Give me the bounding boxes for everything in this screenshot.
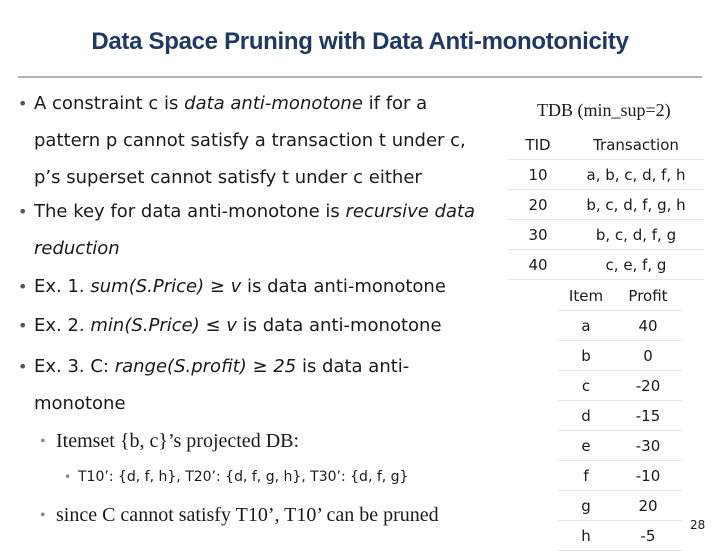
bullet-data-anti-monotone-definition xyxy=(18,85,504,196)
table-row xyxy=(558,311,682,341)
slide-title: Data Space Pruning with Data Anti-monotonicity xyxy=(91,28,629,55)
header-cell: Transaction xyxy=(568,130,704,160)
bullet-line xyxy=(34,193,514,230)
sub-bullet-pruned xyxy=(40,497,439,534)
bullet-line xyxy=(34,230,514,267)
text-run: is data anti-monotone xyxy=(236,315,442,336)
emphasis-text: recursive data xyxy=(345,201,476,222)
table-row xyxy=(558,371,682,401)
profit-cell: -5 xyxy=(614,521,682,551)
table-row xyxy=(558,491,682,521)
table-header-row xyxy=(558,281,682,311)
tdb-table xyxy=(508,130,704,280)
bullet-dot: • xyxy=(64,470,72,484)
table-row xyxy=(508,190,704,220)
text-run: if for a xyxy=(362,93,428,114)
table-header-row xyxy=(508,130,704,160)
bullet-line: p’s superset cannot satisfy t under c either xyxy=(34,167,422,188)
emphasis-text: data anti-monotone xyxy=(184,93,363,114)
tid-cell: 10 xyxy=(508,160,568,190)
emphasis-text: reduction xyxy=(34,238,120,259)
page-number: 28 xyxy=(690,518,706,532)
bullet-line: pattern p cannot satisfy a transaction t under c, xyxy=(34,130,466,151)
bullet-dot: • xyxy=(18,94,28,113)
bullet-dot: • xyxy=(18,357,28,376)
bullet-line: monotone xyxy=(34,393,126,414)
tid-cell: 30 xyxy=(508,220,568,250)
table-row xyxy=(558,521,682,551)
text-run: A constraint c is xyxy=(34,93,185,114)
header-cell: TID xyxy=(508,130,568,160)
table-row xyxy=(508,160,704,190)
bullet-line xyxy=(34,85,504,122)
item-profit-table xyxy=(558,281,682,551)
text-run: Itemset {b, c}’s projected DB: xyxy=(56,430,300,452)
item-cell: h xyxy=(558,521,614,551)
bullet-dot: • xyxy=(18,202,28,221)
table-row xyxy=(558,401,682,431)
sub-sub-bullet-projections xyxy=(64,467,409,487)
text-run: Ex. 2. xyxy=(34,315,91,336)
title-divider xyxy=(18,76,702,78)
table-row xyxy=(558,461,682,491)
formula-text: range(S.profit) ≥ 25 xyxy=(114,356,297,377)
bullet-line xyxy=(34,348,474,385)
bullet-dot: • xyxy=(40,433,46,450)
bullet-example-1 xyxy=(18,268,446,305)
bullet-example-3 xyxy=(18,348,474,422)
transaction-cell: b, c, d, f, g xyxy=(568,220,704,250)
table-row xyxy=(558,431,682,461)
text-run: Ex. 3. C: xyxy=(34,356,115,377)
table-row xyxy=(558,341,682,371)
table-row xyxy=(508,220,704,250)
sub-bullet-projected-db xyxy=(40,423,300,460)
tid-cell: 20 xyxy=(508,190,568,220)
text-run: T10’: {d, f, h}, T20’: {d, f, g, h}, T30’: {d, f, g} xyxy=(78,469,409,485)
text-run: Ex. 1. xyxy=(34,276,91,297)
profit-cell: -20 xyxy=(614,371,682,401)
profit-cell: -15 xyxy=(614,401,682,431)
item-cell: b xyxy=(558,341,614,371)
transaction-cell: b, c, d, f, g, h xyxy=(568,190,704,220)
formula-text: min(S.Price) ≤ v xyxy=(90,315,237,336)
item-cell: d xyxy=(558,401,614,431)
item-cell: a xyxy=(558,311,614,341)
tdb-caption: TDB (min_sup=2) xyxy=(537,100,671,120)
bullet-example-2 xyxy=(18,307,442,344)
profit-cell: 40 xyxy=(614,311,682,341)
transaction-cell: c, e, f, g xyxy=(568,250,704,280)
profit-cell: 20 xyxy=(614,491,682,521)
text-run: is data anti-monotone xyxy=(241,276,446,297)
text-run: is data anti- xyxy=(296,356,410,377)
item-cell: e xyxy=(558,431,614,461)
tid-cell: 40 xyxy=(508,250,568,280)
text-run: since C cannot satisfy T10’, T10’ can be pruned xyxy=(56,504,439,526)
text-run: The key for data anti-monotone is xyxy=(34,201,346,222)
item-cell: c xyxy=(558,371,614,401)
item-cell: g xyxy=(558,491,614,521)
bullet-dot: • xyxy=(40,507,46,524)
profit-cell: 0 xyxy=(614,341,682,371)
table-row xyxy=(508,250,704,280)
item-cell: f xyxy=(558,461,614,491)
header-cell: Item xyxy=(558,281,614,311)
transaction-cell: a, b, c, d, f, h xyxy=(568,160,704,190)
profit-cell: -30 xyxy=(614,431,682,461)
bullet-recursive-data-reduction xyxy=(18,193,514,267)
bullet-dot: • xyxy=(18,277,28,296)
formula-text: sum(S.Price) ≥ v xyxy=(90,276,242,297)
header-cell: Profit xyxy=(614,281,682,311)
bullet-dot: • xyxy=(18,316,28,335)
profit-cell: -10 xyxy=(614,461,682,491)
